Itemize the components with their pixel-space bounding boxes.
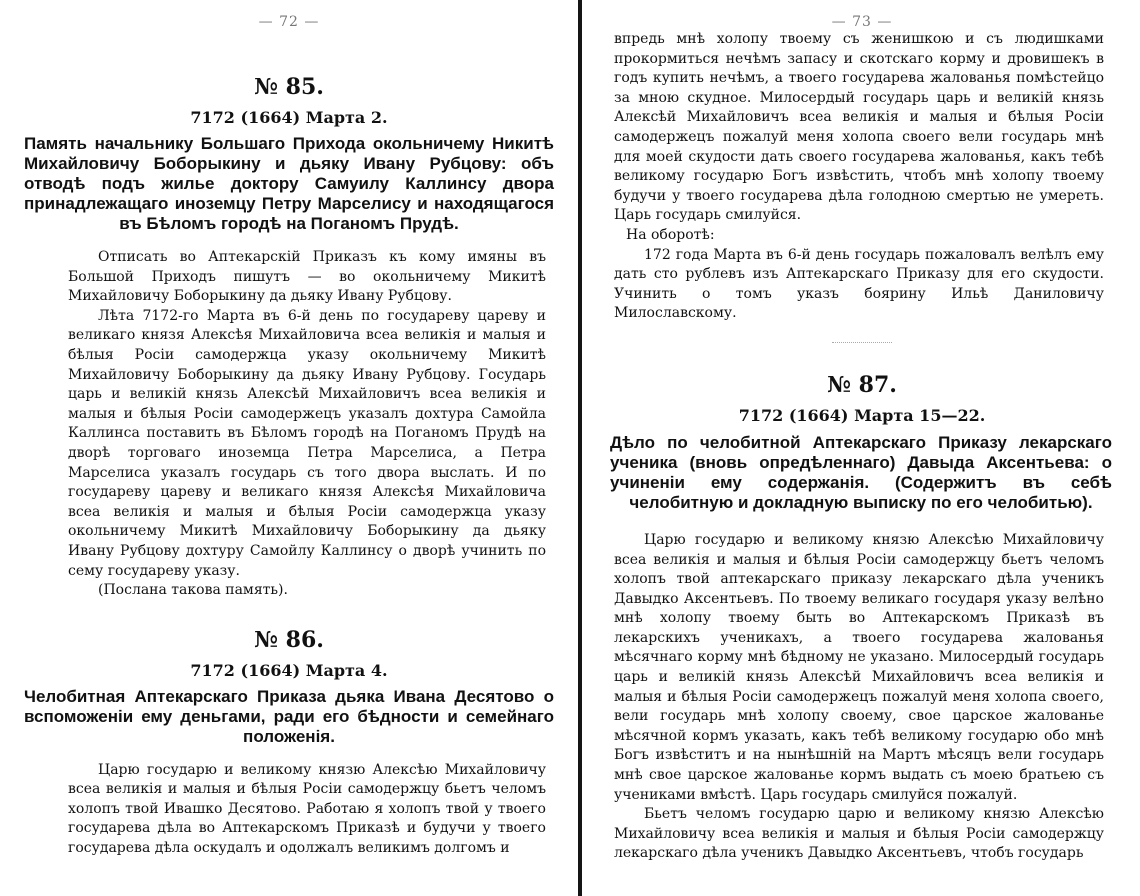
document-number: № 87. <box>827 371 897 398</box>
paragraph: Царю государю и великому князю Алексѣю Михайловичу всеа великія и малыя и бѣлыя Росіи самодержцу бьетъ челомъ холопъ твой Ивашко Десятово. Работаю я холопъ твой у твоего государева дѣла во Аптекарскомъ Приказѣ и будучи у твоего государева дѣла оскудалъ и одолжалъ великимъ долгомъ и <box>68 761 546 857</box>
verso-label: На оборотѣ: <box>626 226 715 243</box>
document-date: 7172 (1664) Марта 15—22. <box>738 405 986 425</box>
paragraph: впредь мнѣ холопу твоему съ женишкою и съ людишками прокормиться нечѣмъ запасу и скотскаго корму и дровишекъ в годъ купить нечѣмъ, а твоего государева жалованья помѣстейцо за мною скудное. Милосердый государь царь и великій князь Алексѣй Михайловичъ всеа великія и малыя и бѣлыя Росіи самодержецъ пожалуй меня холопа своего вели государь мнѣ для моей скудости дать своего государева жалованья, какъ тебѣ великому государю Богъ извѣстить, чтобъ мнѣ холопу твоему будучи у твоего государева дѣла голодною смертью не умереть. Царь государь смилуйся. <box>614 31 1104 224</box>
document-number: № 85. <box>254 74 324 100</box>
document-date: 7172 (1664) Марта 2. <box>190 108 388 127</box>
document-date: 7172 (1664) Марта 4. <box>190 660 388 680</box>
document-86 <box>18 627 560 859</box>
page-number: — 72 — <box>258 14 320 30</box>
paragraph: (Послана такова память). <box>98 582 288 599</box>
document-number: № 86. <box>254 626 324 653</box>
document-85 <box>18 74 560 601</box>
section-divider <box>832 342 892 344</box>
paragraph: Отписать во Аптекарскій Приказъ къ кому имяны въ Большой Приходъ пишутъ — во окольничему Микитѣ Михайловичу Боборыкину да дьяку Ивану Рубцову. <box>68 249 546 305</box>
document-87 <box>602 372 1122 864</box>
document-heading: Память начальнику Большаго Прихода окольничему Никитѣ Михайловичу Боборыкину и дьяку Ивану Рубцову: объ отводѣ подъ жилье доктору Самуилу Каллинсу двора принадлежащаго иноземцу Петру Марселису и находящагося въ Бѣломъ городѣ на Поганомъ Прудѣ. <box>24 134 554 233</box>
right-page <box>584 0 1140 896</box>
paragraph: Лѣта 7172-го Марта въ 6-й день по государеву цареву и великаго князя Алексѣя Михайловича всеа великія и малыя и бѣлыя Росіи самодержца указу окольничему Микитѣ Михайловичу Боборыкину да дьяку Ивану Рубцову. Государь царь и великій князь Алексѣй Михайловичъ всеа великія и малыя и бѣлыя Росіи самодержецъ указалъ дохтура Самойла Каллинса поставить въ Бѣломъ городѣ на Поганомъ Прудѣ на дворѣ торговаго иноземца Петра Марселиса, а Петра Марселиса указалъ государь съ того двора выслать. И по государеву цареву и великаго князя Алексѣя Михайловича всеа великія и малыя и бѣлыя Росіи самодержца указу окольничему Микитѣ Михайловичу Боборыкину да дьяку Ивану Рубцову дохтуру Самойлу Каллинсу о дворѣ учинить по сему государеву указу. <box>68 307 546 579</box>
paragraph: Бьетъ челомъ государю царю и великому князю Алексѣю Михайловичу всеа великія и малыя и бѣлыя Росіи самодержцу лекарскаго дѣла ученикъ Давыдко Аксентьевъ, чтобъ государь <box>614 806 1104 862</box>
paragraph: Царю государю и великому князю Алексѣю Михайловичу всеа великія и малыя и бѣлыя Росіи самодержцу бьетъ челомъ холопъ твой аптекарскаго приказу лекарскаго дѣла ученикъ Давыдко Аксентьевъ. По твоему великаго государя указу велѣно мнѣ холопу твоему быть во Аптекарскомъ Приказѣ въ лекарскихъ ученикахъ, а твоего государева жалованья мѣсячнаго корму мнѣ бѣдному не указано. Милосердый государь царь и великій князь Алексѣй Михайловичъ всеа великія и малыя и бѣлыя Росіи самодержецъ пожалуй меня холопа своего, вели государь мнѣ холопу своему, свое царское жалованье мѣсячной кормъ указать, какъ тебѣ великому государю обо мнѣ Богъ извѣститъ и на нынѣшній на Мартъ мѣсяцъ вели государь мнѣ свое царское жалованье кормъ выдать съ моею братьею съ учениками вмѣстѣ. Царь государь смилуйся пожалуй. <box>614 531 1104 803</box>
verso-text: 172 года Марта въ 6-й день государь пожаловалъ велѣлъ ему дать сто рублевъ изъ Аптекарскаго Приказу для его скудости. Учинить о томъ указъ боярину Ильѣ Даниловичу Милославскому. <box>614 246 1104 322</box>
document-heading: Челобитная Аптекарскаго Приказа дьяка Ивана Десятово о вспоможеніи ему деньгами, ради его бѣдности и семейнаго положенія. <box>24 686 554 746</box>
book-gutter <box>578 0 582 896</box>
document-heading: Дѣло по челобитной Аптекарскаго Приказу лекарскаго ученика (вновь опредѣленнаго) Давыда Аксентьева: о учиненіи ему содержанія. (Содержитъ въ себѣ челобитную и докладную выписку по его челобитью). <box>610 432 1112 512</box>
page-number: — 73 — <box>831 14 893 30</box>
